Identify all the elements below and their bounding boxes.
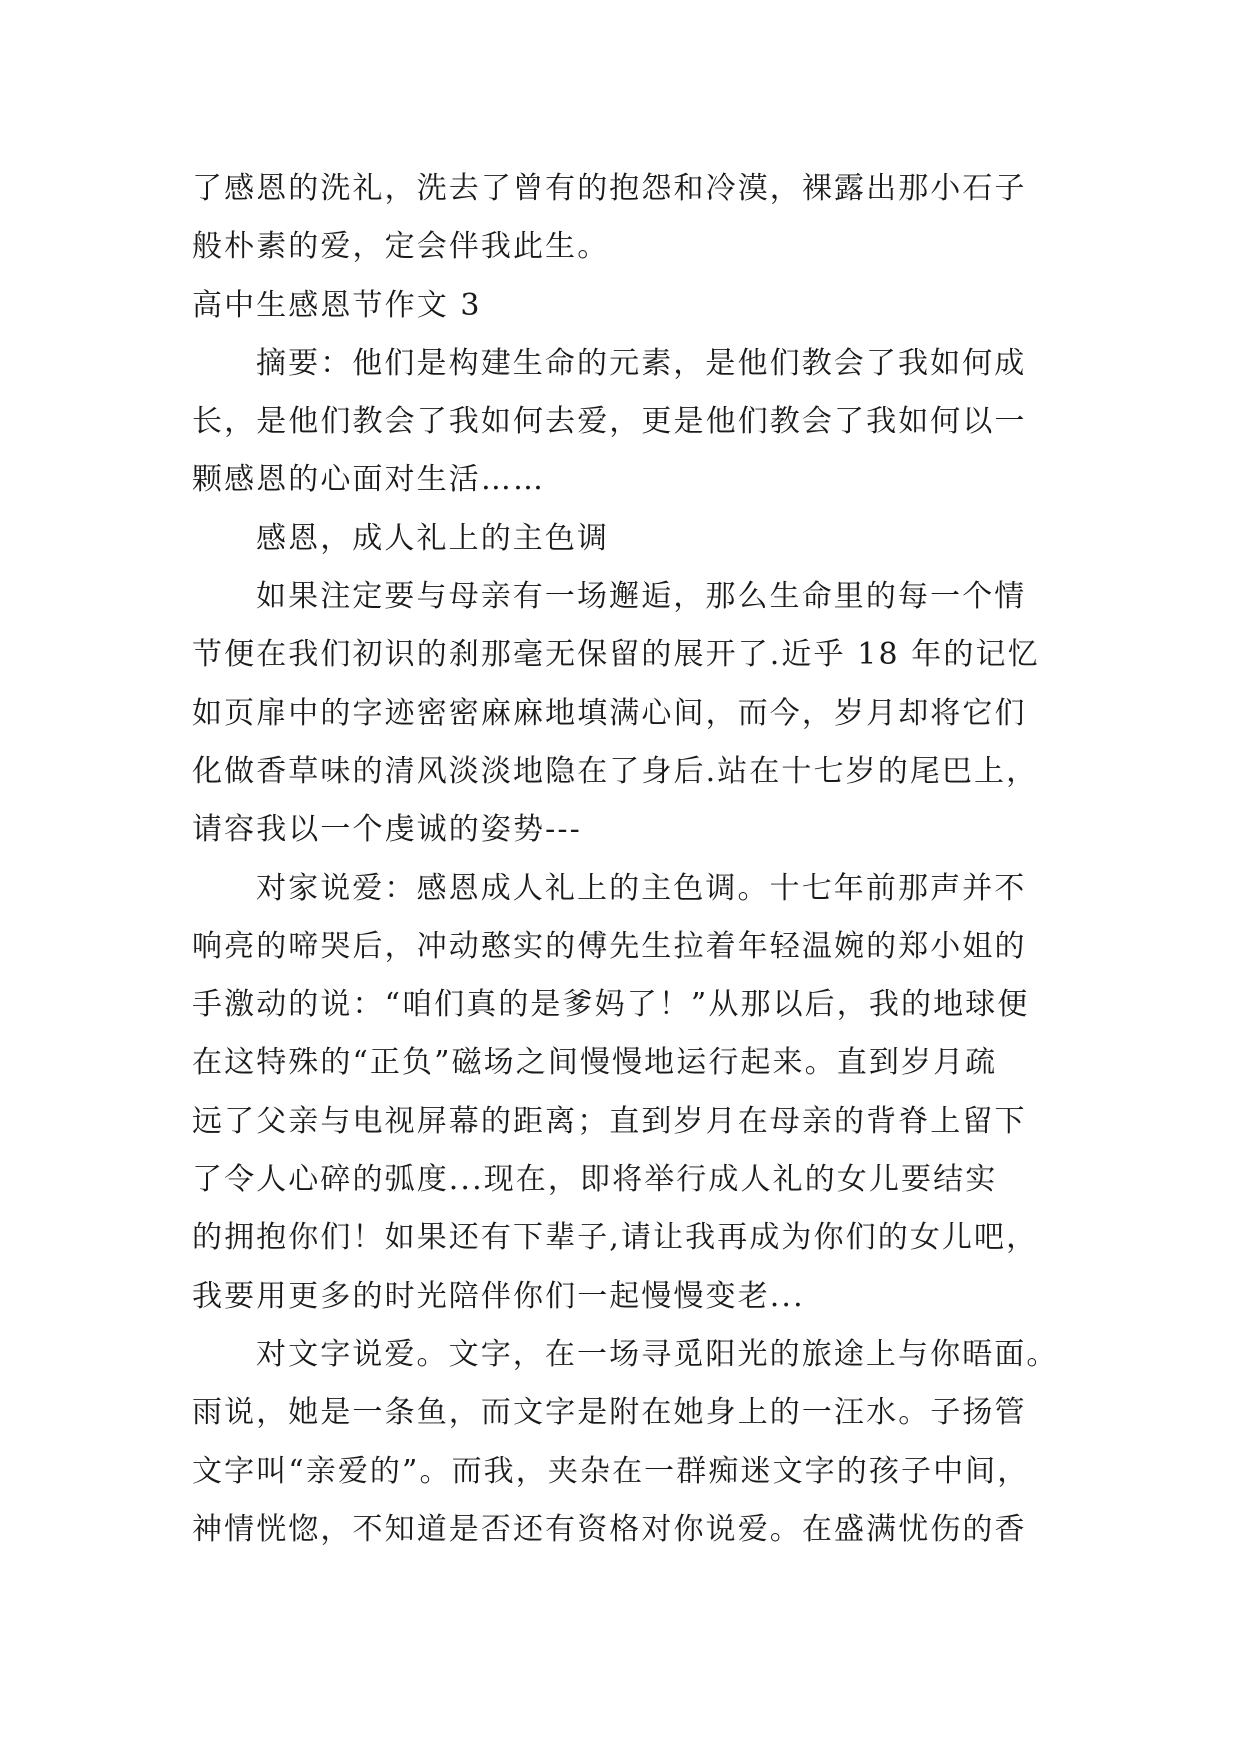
text-line: 颗感恩的心面对生活……	[192, 462, 546, 498]
subtitle-line: 感恩，成人礼上的主色调	[256, 520, 610, 556]
text-line: 节便在我们初识的刹那毫无保留的展开了.近乎 18 年的记忆	[192, 637, 1040, 673]
text-line: 远了父亲与电视屏幕的距离；直到岁月在母亲的背脊上留下	[192, 1103, 1027, 1139]
text-line: 神情恍惚，不知道是否还有资格对你说爱。在盛满忧伤的香	[192, 1511, 1027, 1547]
text-line: 如果注定要与母亲有一场邂逅，那么生命里的每一个情	[256, 579, 1027, 615]
text-line: 的拥抱你们！如果还有下辈子,请让我再成为你们的女儿吧，	[192, 1220, 1039, 1256]
section-heading: 高中生感恩节作文 3	[192, 287, 482, 323]
text-line: 对家说爱：感恩成人礼上的主色调。十七年前那声并不	[256, 870, 1027, 906]
text-line: 在这特殊的“正负”磁场之间慢慢地运行起来。直到岁月疏	[192, 1045, 998, 1081]
text-line: 摘要：他们是构建生命的元素，是他们教会了我如何成	[256, 345, 1027, 381]
text-line: 文字叫“亲爱的”。而我，夹杂在一群痴迷文字的孩子中间，	[192, 1453, 1030, 1489]
text-line: 了感恩的洗礼，洗去了曾有的抱怨和冷漠，裸露出那小石子	[192, 171, 1027, 206]
text-line: 请容我以一个虔诚的姿势---	[192, 812, 582, 848]
text-line: 我要用更多的时光陪伴你们一起慢慢变老...	[192, 1278, 805, 1314]
text-line: 了令人心碎的弧度...现在，即将举行成人礼的女儿要结实	[192, 1162, 998, 1198]
text-line: 如页扉中的字迹密密麻麻地填满心间，而今，岁月却将它们	[192, 695, 1027, 731]
text-line: 长，是他们教会了我如何去爱，更是他们教会了我如何以一	[192, 404, 1027, 440]
text-line: 响亮的啼哭后，冲动憨实的傅先生拉着年轻温婉的郑小姐的	[192, 928, 1027, 964]
document-body	[192, 160, 1059, 1559]
text-line: 手激动的说：“咱们真的是爹妈了！”从那以后，我的地球便	[192, 987, 1030, 1023]
text-line: 般朴素的爱，定会伴我此生。	[192, 229, 610, 265]
text-line: 化做香草味的清风淡淡地隐在了身后.站在十七岁的尾巴上，	[192, 753, 1039, 789]
text-line: 雨说，她是一条鱼，而文字是附在她身上的一汪水。子扬管	[192, 1395, 1027, 1431]
text-line: 对文字说爱。文字，在一场寻觅阳光的旅途上与你晤面。	[256, 1336, 1059, 1372]
